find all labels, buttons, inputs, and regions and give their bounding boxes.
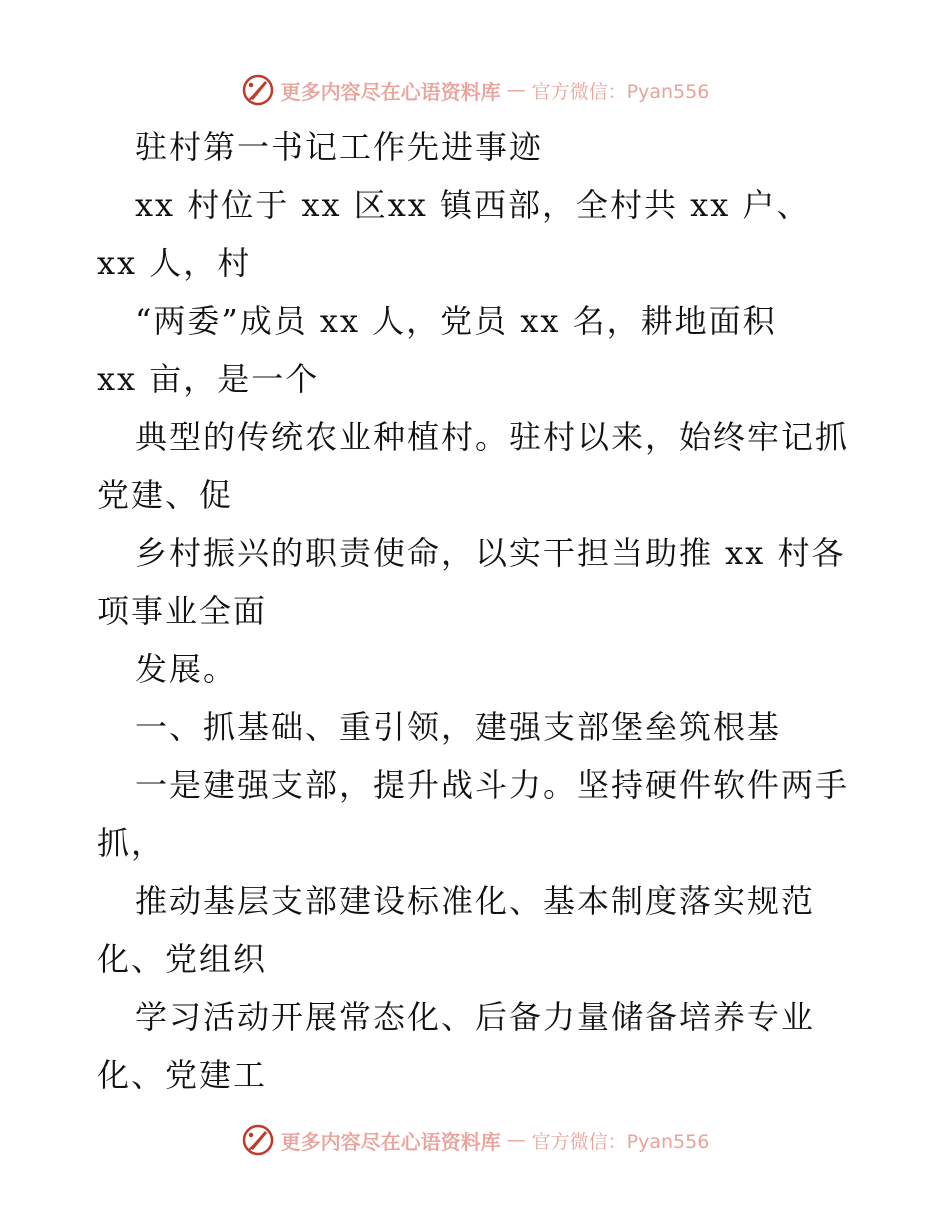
text-line: 推动基层支部建设标准化、基本制度落实规范	[135, 882, 816, 920]
footer-watermark	[0, 1120, 950, 1160]
text-line: 驻村第一书记工作先进事迹	[135, 128, 544, 166]
watermark-wechat: 官方微信：Pyan556	[531, 1130, 710, 1153]
header-watermark	[0, 70, 950, 110]
watermark-separator: —	[506, 1129, 526, 1151]
text-line: 化、党建工	[97, 1056, 268, 1094]
text-line: 抓，	[97, 824, 166, 862]
quill-logo-icon	[241, 1123, 275, 1157]
watermark-wechat: 官方微信：Pyan556	[531, 80, 710, 103]
watermark-brand: 更多内容尽在心语资料库	[280, 79, 501, 104]
document-body	[97, 118, 857, 1104]
text-line: xx 村位于 xx 区xx 镇西部，全村共 xx 户、	[135, 186, 811, 224]
text-line: “两委”成员 xx 人，党员 xx 名，耕地面积	[135, 302, 777, 340]
text-line: 党建、促	[97, 476, 234, 514]
text-line: 学习活动开展常态化、后备力量储备培养专业	[135, 998, 816, 1036]
text-line: 一是建强支部，提升战斗力。坚持硬件软件两手	[135, 766, 850, 804]
text-line: 乡村振兴的职责使命，以实干担当助推 xx 村各	[135, 534, 846, 572]
text-line: 化、党组织	[97, 940, 268, 978]
quill-logo-icon	[241, 73, 275, 107]
text-line: 发展。	[135, 650, 238, 688]
text-line: 典型的传统农业种植村。驻村以来，始终牢记抓	[135, 418, 850, 456]
text-line: 一、抓基础、重引领，建强支部堡垒筑根基	[135, 708, 782, 746]
text-line: 项事业全面	[97, 592, 268, 630]
text-line: xx 亩，是一个	[97, 360, 320, 398]
watermark-brand: 更多内容尽在心语资料库	[280, 1129, 501, 1154]
watermark-separator: —	[506, 79, 526, 101]
text-line: xx 人，村	[97, 244, 252, 282]
